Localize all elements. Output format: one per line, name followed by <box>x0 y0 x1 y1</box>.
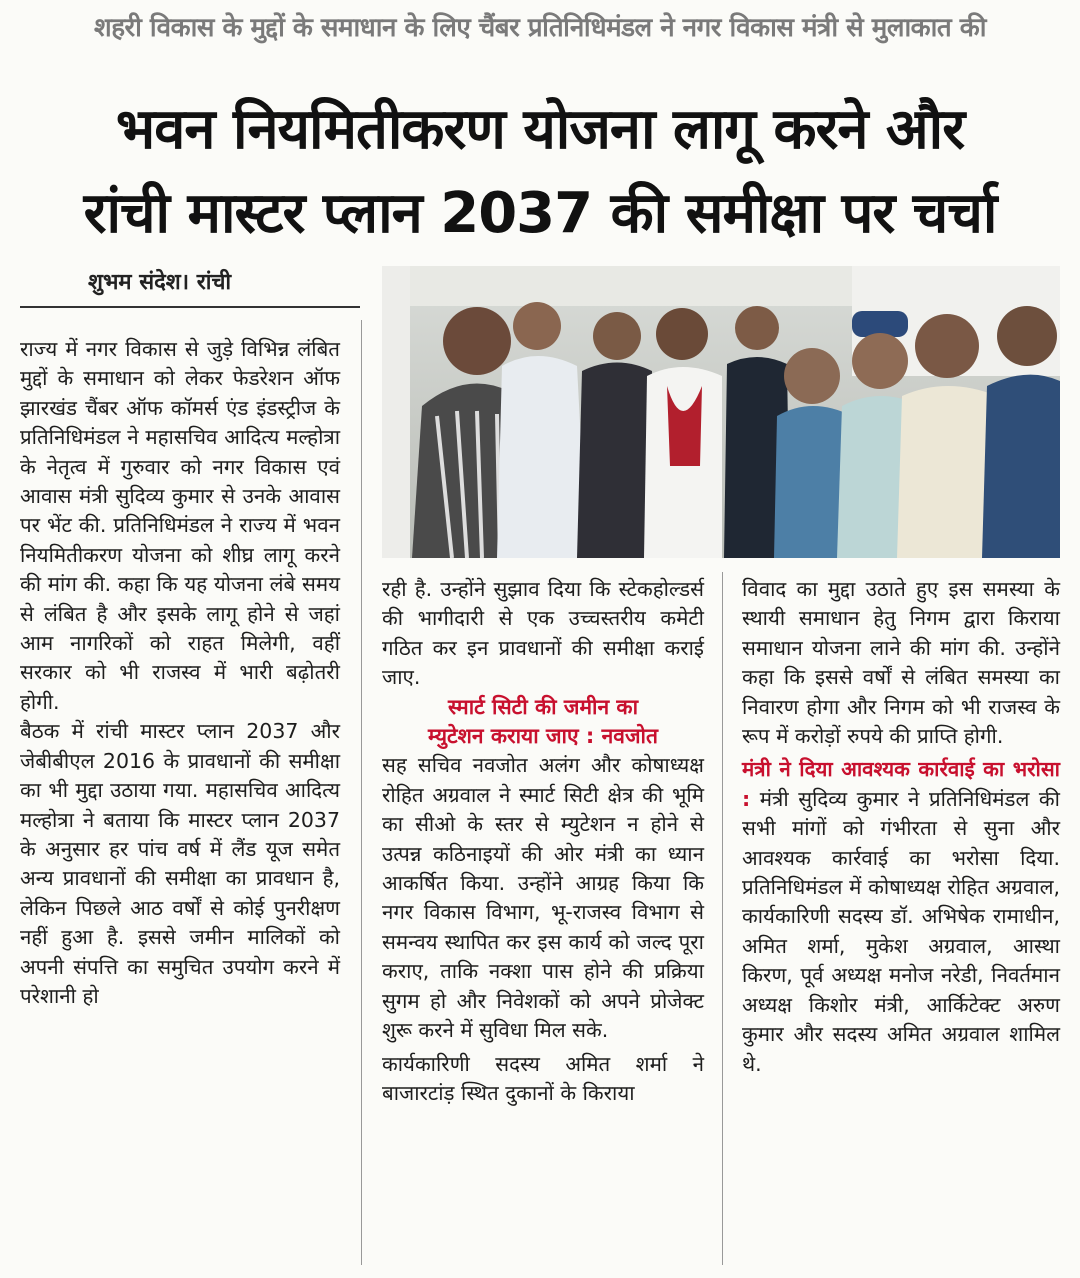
article-column-1 <box>20 335 340 1011</box>
subheading-minister-assurance: मंत्री ने दिया आवश्यक कार्रवाई का भरोसा : <box>742 757 1060 811</box>
subheading-smart-city-line-2: म्युटेशन कराया जाए : नवजोत <box>428 724 658 749</box>
subheading-smart-city <box>382 693 704 752</box>
column-divider-2 <box>722 572 723 1265</box>
article-headline <box>0 88 1080 256</box>
column-3-paragraph-2 <box>742 755 1060 1078</box>
article-kicker: शहरी विकास के मुद्दों के समाधान के लिए चैंबर प्रतिनिधिमंडल ने नगर विकास मंत्री से मुलाकात की <box>94 13 986 43</box>
column-1-paragraph-2: बैठक में रांची मास्टर प्लान 2037 और जेबीबीएल 2016 के प्रावधानों की समीक्षा का भी मुद्दा उठाया गया. महासचिव आदित्य मल्होत्रा ने बताया कि मास्टर प्लान 2037 के अनुसार हर पांच वर्ष में लैंड यूज समेत अन्य प्रावधानों की समीक्षा का प्रावधान है, लेकिन पिछले आठ वर्षों से कोई पुनरीक्षण नहीं हुआ है. इससे जमीन मालिकों को अपनी संपत्ति का समुचित उपयोग करने में परेशानी हो <box>20 719 340 1008</box>
article-photo <box>382 266 1060 558</box>
headline-line-2: रांची मास्टर प्लान 2037 की समीक्षा पर चर्चा <box>83 181 997 246</box>
column-1-paragraph-1: राज्य में नगर विकास से जुड़े विभिन्न लंबित मुद्दों के समाधान को लेकर फेडरेशन ऑफ झारखंड चैंबर ऑफ कॉमर्स एंड इंडस्ट्रीज के प्रतिनिधिमंडल ने महासचिव आदित्य मल्होत्रा के नेतृत्व में गुरुवार को नगर विकास एवं आवास मंत्री सुदिव्य कुमार से उनके आवास पर भेंट की. प्रतिनिधिमंडल ने राज्य में भवन नियमितीकरण योजना को शीघ्र लागू करने की मांग की. कहा कि यह योजना लंबे समय से लंबित है और इसके लागू होने से जहां आम नागरिकों को राहत मिलेगी, वहीं सरकार को भी राजस्व में भारी बढ़ोतरी होगी. <box>20 337 340 714</box>
column-2-paragraph-1: रही है. उन्होंने सुझाव दिया कि स्टेकहोल्डर्स की भागीदारी से एक उच्चस्तरीय कमेटी गठित कर इन प्रावधानों की समीक्षा कराई जाए. <box>382 577 704 690</box>
column-3-paragraph-1: विवाद का मुद्दा उठाते हुए इस समस्या के स्थायी समाधान हेतु निगम द्वारा किराया समाधान योजना लाने की मांग की. उन्होंने कहा कि इससे वर्षों से लंबित समस्या का निवारण होगा और निगम को भी राजस्व के रूप में करोड़ों रुपये की प्राप्ति होगी. <box>742 577 1060 749</box>
column-divider-1 <box>361 320 362 1265</box>
column-2-paragraph-2: सह सचिव नवजोत अलंग और कोषाध्यक्ष रोहित अग्रवाल ने स्मार्ट सिटी क्षेत्र की भूमि का सीओ के स्तर से म्युटेशन न होने से उत्पन्न कठिनाइयों की ओर मंत्री का ध्यान आकर्षित किया. उन्होंने आग्रह किया कि नगर विकास विभाग, भू-राजस्व विभाग से समन्वय स्थापित कर इस कार्य को जल्द पूरा कराए, ताकि नक्शा पास होने की प्रक्रिया सुगम हो और निवेशकों को अपने प्रोजेक्ट शुरू करने में सुविधा मिल सके. <box>382 753 704 1043</box>
column-3-paragraph-2-text: मंत्री सुदिव्य कुमार ने प्रतिनिधिमंडल की सभी मांगों को गंभीरता से सुना और आवश्यक कार्रवाई का भरोसा दिया. प्रतिनिधिमंडल में कोषाध्यक्ष रोहित अग्रवाल, कार्यकारिणी सदस्य डॉ. अभिषेक रामाधीन, अमित शर्मा, मुकेश अग्रवाल, आस्था किरण, पूर्व अध्यक्ष मनोज नरेडी, निवर्तमान अध्यक्ष किशोर मंत्री, आर्किटेक्ट अरुण कुमार और सदस्य अमित अग्रवाल शामिल थे. <box>742 786 1060 1076</box>
article-column-2 <box>382 575 704 1108</box>
article-column-3 <box>742 575 1060 1079</box>
column-2-paragraph-3: कार्यकारिणी सदस्य अमित शर्मा ने बाजारटांड़ स्थित दुकानों के किराया <box>382 1051 704 1105</box>
byline: शुभम संदेश। रांची <box>88 270 232 295</box>
byline-rule <box>20 306 360 308</box>
group-photo-illustration <box>382 266 1060 558</box>
headline-line-1: भवन नियमितीकरण योजना लागू करने और <box>115 97 965 162</box>
subheading-smart-city-line-1: स्मार्ट सिटी की जमीन का <box>447 694 639 719</box>
